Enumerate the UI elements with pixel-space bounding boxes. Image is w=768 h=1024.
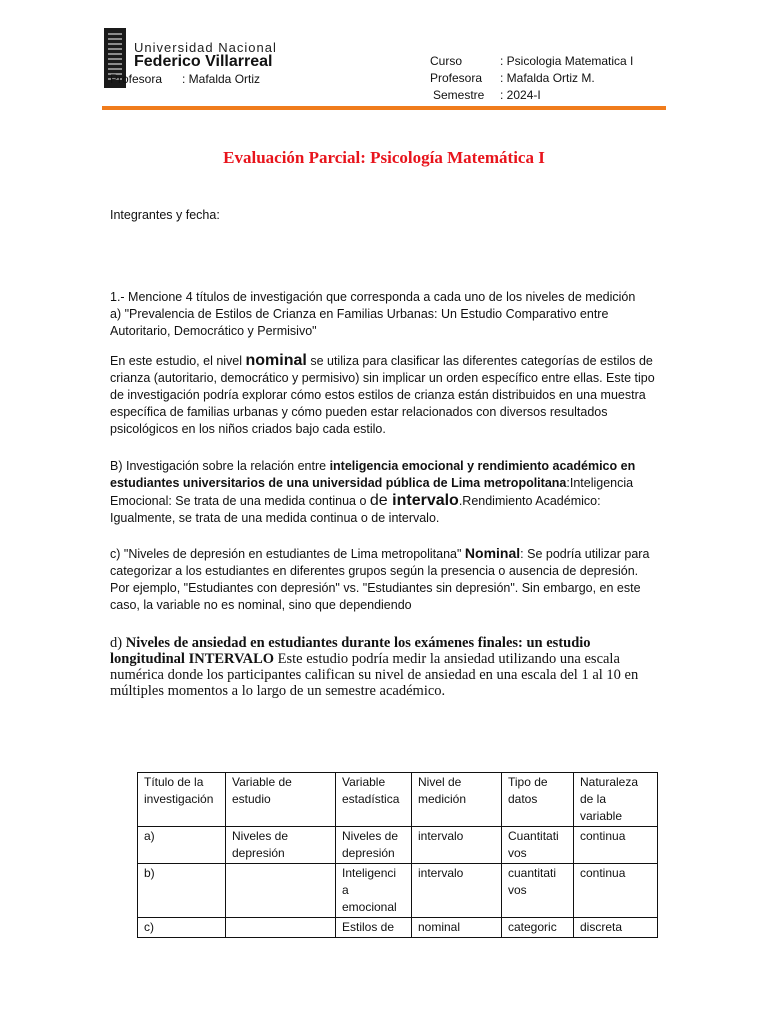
table-cell: cuantitati vos bbox=[502, 864, 574, 918]
table-cell: intervalo bbox=[412, 864, 502, 918]
table-cell bbox=[226, 864, 336, 918]
question-1-prompt: 1.- Mencione 4 títulos de investigación que corresponda a cada uno de los niveles de medición bbox=[110, 290, 636, 304]
nominal-term: nominal bbox=[245, 352, 307, 369]
table-row bbox=[138, 918, 658, 938]
text-span: .Rendimiento Académico: Igualmente, se trata de una medida continua o de intervalo. bbox=[110, 494, 601, 525]
table-header-row bbox=[138, 773, 658, 827]
bold-span: Niveles de ansiedad en estudiantes durante los exámenes finales: un estudio longitudinal INTERVALO bbox=[110, 635, 591, 667]
table-header-cell: Variable de estudio bbox=[226, 773, 336, 827]
answer-b bbox=[110, 458, 658, 527]
table-header-cell: Título de la investigación bbox=[138, 773, 226, 827]
classification-table bbox=[137, 772, 658, 938]
table-cell: categoric bbox=[502, 918, 574, 938]
info-value: : 2024-I bbox=[500, 88, 541, 102]
info-key: Profesora bbox=[430, 71, 483, 85]
table-cell: intervalo bbox=[412, 827, 502, 864]
table-cell: continua bbox=[574, 827, 658, 864]
nominal-term: Nominal bbox=[464, 545, 521, 561]
text-span: Este estudio podría medir la ansiedad utilizando una escala numérica donde los participantes califican su nivel de ansiedad en una escala del 1 al 10 en múltiples momentos a lo largo de un semestre académico. bbox=[110, 651, 639, 699]
info-value: : Psicologia Matematica I bbox=[500, 54, 634, 68]
table-cell: Niveles de depresión bbox=[226, 827, 336, 864]
info-key: Semestre bbox=[433, 88, 485, 102]
table-row bbox=[138, 827, 658, 864]
de-term: de bbox=[369, 492, 393, 509]
answer-a-explanation bbox=[110, 352, 658, 438]
profesora-value: : Mafalda Ortiz bbox=[182, 72, 261, 86]
university-name-line2: Federico Villarreal bbox=[134, 53, 273, 70]
profesora-left bbox=[110, 72, 260, 86]
table-cell: c) bbox=[138, 918, 226, 938]
info-value: : Mafalda Ortiz M. bbox=[500, 71, 595, 85]
table-cell: discreta bbox=[574, 918, 658, 938]
intervalo-term: intervalo bbox=[392, 492, 459, 509]
course-info bbox=[430, 53, 633, 104]
page-title: Evaluación Parcial: Psicología Matemática I bbox=[223, 148, 545, 167]
text-span: :Inteligencia Emocional: Se trata de una medida continua o bbox=[110, 476, 634, 508]
bold-span: inteligencia emocional y rendimiento académico en estudiantes universitarios de una universidad pública de Lima metropolitana bbox=[110, 459, 636, 490]
integrantes-label: Integrantes y fecha: bbox=[110, 208, 220, 222]
info-row-semestre bbox=[430, 87, 633, 104]
table-cell: Inteligenci a emocional bbox=[336, 864, 412, 918]
answer-a-title: a) "Prevalencia de Estilos de Crianza en Familias Urbanas: Un Estudio Comparativo entre Autoritario, Democrático y Permisivo" bbox=[110, 307, 609, 338]
text-span: se utiliza para clasificar las diferentes categorías de estilos de crianza (autoritario, democrático y permisivo) sin implicar un orden específico entre ellas. Este tipo de investigación podría explorar cómo estos estilos de crianza están distribuidos en una muestra específica de familias urbanas y cómo pueden estar relacionados con diversos resultados psicológicos en los niños criados bajo cada estilo. bbox=[110, 354, 655, 436]
text-span: B) Investigación sobre la relación entre bbox=[110, 459, 330, 473]
university-name-line1: Universidad Nacional bbox=[134, 40, 277, 55]
table-header-cell: Naturaleza de la variable bbox=[574, 773, 658, 827]
answer-d bbox=[110, 635, 658, 699]
table-header-cell: Variable estadística bbox=[336, 773, 412, 827]
header-divider bbox=[102, 106, 666, 110]
info-row-curso bbox=[430, 53, 633, 70]
table-cell: continua bbox=[574, 864, 658, 918]
answer-c bbox=[110, 545, 658, 614]
table-cell: Estilos de bbox=[336, 918, 412, 938]
table-header-cell: Tipo de datos bbox=[502, 773, 574, 827]
profesora-label: Profesora bbox=[110, 72, 163, 86]
table-cell: nominal bbox=[412, 918, 502, 938]
table-header-cell: Nivel de medición bbox=[412, 773, 502, 827]
info-row-profesora bbox=[430, 70, 633, 87]
table-cell bbox=[226, 918, 336, 938]
text-span: c) "Niveles de depresión en estudiantes de Lima metropolitana" bbox=[110, 547, 465, 561]
table-cell: Cuantitati vos bbox=[502, 827, 574, 864]
table-cell: a) bbox=[138, 827, 226, 864]
text-span: d) bbox=[110, 635, 126, 651]
text-span: : Se podría utilizar para categorizar a los estudiantes en diferentes grupos según la presencia o ausencia de depresión. Por ejemplo, "Estudiantes con depresión" vs. "Estudiantes sin depresión". Sin embargo, en este caso, la variable no es nominal, sino que dependiendo bbox=[110, 547, 650, 612]
table-cell: b) bbox=[138, 864, 226, 918]
info-key: Curso bbox=[430, 54, 463, 68]
table-row bbox=[138, 864, 658, 918]
table-cell: Niveles de depresión bbox=[336, 827, 412, 864]
text-span: En este estudio, el nivel bbox=[110, 354, 246, 368]
